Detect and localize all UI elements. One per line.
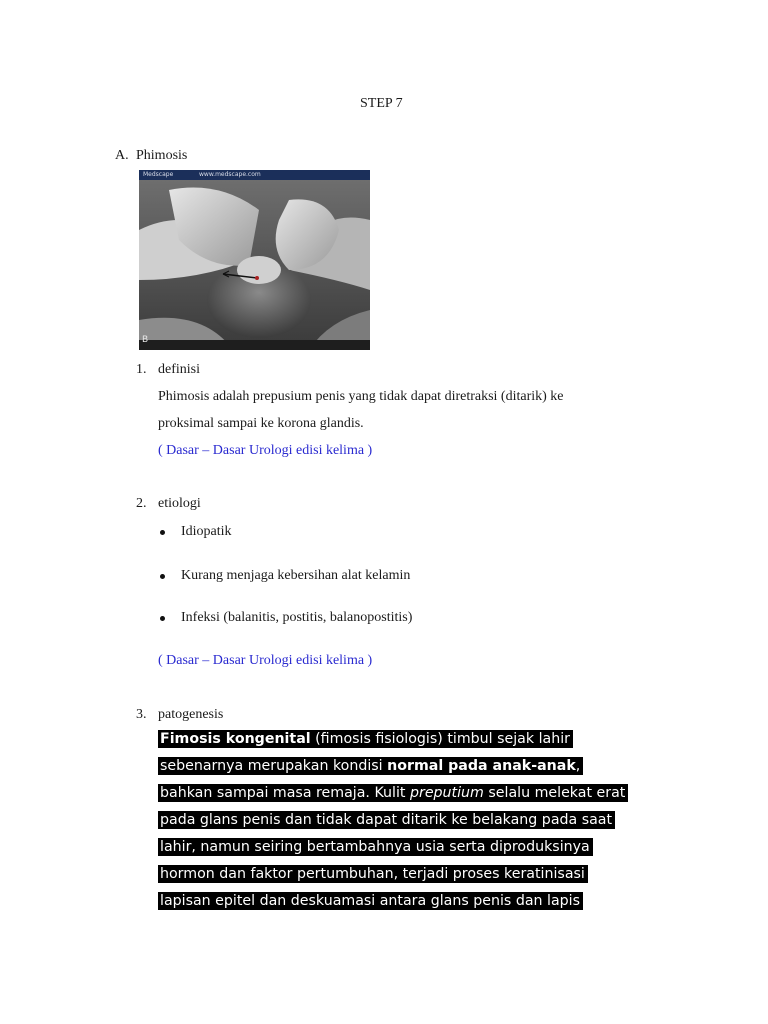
highlighted-line bbox=[158, 783, 658, 810]
highlighted-line bbox=[158, 756, 658, 783]
bullet-item: Kurang menjaga kebersihan alat kelamin bbox=[181, 568, 411, 583]
item-heading: etiologi bbox=[158, 496, 201, 511]
highlighted-line bbox=[158, 837, 658, 864]
highlighted-paragraph bbox=[158, 729, 658, 918]
item-number: 2. bbox=[136, 496, 147, 511]
text-run: sebenarnya merupakan kondisi bbox=[160, 758, 388, 774]
text-run: bahkan sampai masa remaja. Kulit bbox=[160, 785, 410, 801]
text-run: pada glans penis dan tidak dapat ditarik ke belakang pada saat bbox=[160, 812, 613, 828]
highlighted-line bbox=[158, 729, 658, 756]
item-heading: patogenesis bbox=[158, 707, 224, 722]
highlighted-line bbox=[158, 864, 658, 891]
highlighted-line bbox=[158, 891, 658, 918]
text-run: lahir, namun seiring bertambahnya usia serta diproduksinya bbox=[160, 839, 590, 855]
bullet-item: Infeksi (balanitis, postitis, balanopostitis) bbox=[181, 610, 413, 625]
text-run: selalu melekat erat bbox=[483, 785, 626, 801]
reference: ( Dasar – Dasar Urologi edisi kelima ) bbox=[158, 653, 373, 668]
highlighted-line bbox=[158, 810, 658, 837]
bullet-icon bbox=[160, 616, 165, 621]
photo-panel-label: B bbox=[142, 335, 149, 345]
photo-illustration bbox=[139, 170, 370, 350]
page-title: STEP 7 bbox=[360, 96, 403, 111]
highlight-span bbox=[158, 730, 573, 748]
highlight-span bbox=[158, 865, 588, 883]
definition-line: proksimal sampai ke korona glandis. bbox=[158, 416, 364, 431]
bold-text: Fimosis kongenital bbox=[160, 731, 311, 747]
bold-text: normal pada anak-anak bbox=[387, 758, 576, 774]
highlight-span bbox=[158, 892, 583, 910]
text-run: , bbox=[575, 758, 581, 774]
bullet-icon bbox=[160, 530, 165, 535]
text-run: (fimosis fisiologis) timbul sejak lahir bbox=[310, 731, 570, 747]
reference: ( Dasar – Dasar Urologi edisi kelima ) bbox=[158, 443, 373, 458]
photo-header-bar bbox=[139, 170, 370, 180]
bullet-item: Idiopatik bbox=[181, 524, 232, 539]
bullet-icon bbox=[160, 574, 165, 579]
text-run: hormon dan faktor pertumbuhan, terjadi proses keratinisasi bbox=[160, 866, 585, 882]
item-number: 1. bbox=[136, 362, 147, 377]
item-number: 3. bbox=[136, 707, 147, 722]
highlight-span bbox=[158, 784, 628, 802]
photo-header-label: Medscape bbox=[143, 171, 174, 178]
item-heading: definisi bbox=[158, 362, 200, 377]
text-run: lapisan epitel dan deskuamasi antara glans penis dan lapis bbox=[160, 893, 580, 909]
highlight-span bbox=[158, 811, 615, 829]
section-marker: A. bbox=[115, 148, 129, 163]
photo-header-url: www.medscape.com bbox=[199, 171, 261, 178]
definition-line: Phimosis adalah prepusium penis yang tidak dapat diretraksi (ditarik) ke bbox=[158, 389, 564, 404]
highlight-span bbox=[158, 757, 583, 775]
section-title: Phimosis bbox=[136, 148, 188, 163]
highlight-span bbox=[158, 838, 593, 856]
clinical-photo bbox=[139, 170, 370, 350]
italic-text: preputium bbox=[409, 785, 484, 801]
